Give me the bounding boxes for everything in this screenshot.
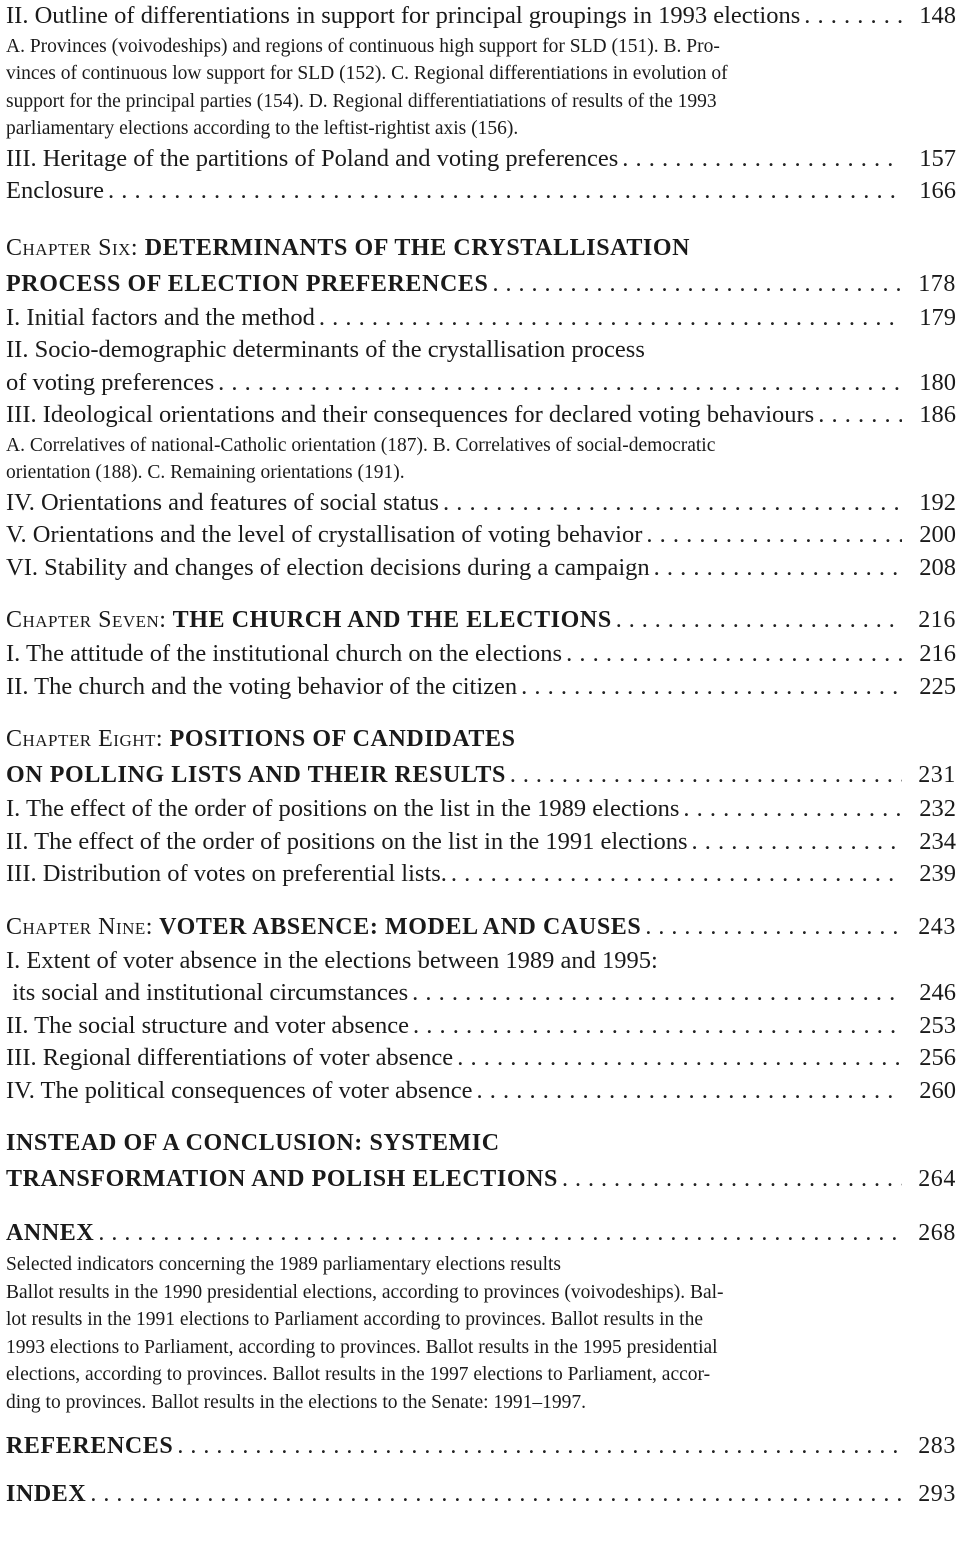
chapter-title: VOTER ABSENCE: MODEL AND CAUSES bbox=[159, 913, 642, 940]
entry-subsections bbox=[6, 432, 868, 487]
chapter-heading bbox=[6, 230, 956, 266]
subsection-line: Ballot results in the 1990 presidential elections, according to provinces (voivodeships). Bal- bbox=[6, 1281, 724, 1303]
toc-entry[interactable] bbox=[6, 1476, 956, 1512]
entry-title: II. Outline of differentiations in support for principal groupings in 1993 elections bbox=[6, 2, 801, 29]
toc-entry[interactable] bbox=[6, 1010, 956, 1043]
subsection-line: orientation (188). C. Remaining orientations (191). bbox=[6, 462, 405, 483]
chapter-title: PROCESS OF ELECTION PREFERENCES bbox=[6, 270, 489, 297]
page-number: 180 bbox=[919, 368, 956, 396]
dot-leader bbox=[622, 143, 902, 176]
entry-title: II. The church and the voting behavior of the citizen bbox=[6, 672, 518, 700]
page-number: 231 bbox=[918, 762, 956, 788]
dot-leader bbox=[108, 175, 902, 208]
dot-leader bbox=[562, 1161, 902, 1197]
page-number: 246 bbox=[919, 979, 956, 1006]
chapter-title: TRANSFORMATION AND POLISH ELECTIONS bbox=[6, 1166, 558, 1192]
page-number: 157 bbox=[919, 144, 956, 172]
chapter-label: Chapter Eight: bbox=[6, 726, 164, 752]
page-number: 243 bbox=[918, 913, 956, 940]
chapter-title: INDEX bbox=[6, 1481, 87, 1507]
chapter-title: DETERMINANTS OF THE CRYSTALLISATION bbox=[144, 234, 691, 261]
entry-title: III. Distribution of votes on preferential lists. bbox=[6, 860, 447, 887]
toc-entry[interactable] bbox=[6, 266, 956, 302]
toc-entry[interactable] bbox=[6, 977, 956, 1010]
subsection-line: vinces of continuous low support for SLD (152). C. Regional differentiations in evolution of bbox=[6, 63, 728, 84]
entry-title: V. Orientations and the level of crystallisation of voting behavior bbox=[6, 521, 643, 548]
page-number: 200 bbox=[919, 521, 956, 548]
subsection-line: A. Correlatives of national-Catholic orientation (187). B. Correlatives of social-democratic bbox=[6, 434, 716, 456]
page-number: 260 bbox=[919, 1076, 956, 1104]
page-number: 253 bbox=[919, 1011, 956, 1039]
toc-entry[interactable] bbox=[6, 175, 956, 208]
toc-entry[interactable] bbox=[6, 1042, 956, 1075]
toc-entry[interactable] bbox=[6, 826, 956, 859]
page-number: 239 bbox=[919, 860, 956, 887]
page-number: 234 bbox=[919, 827, 956, 855]
dot-leader bbox=[476, 1075, 902, 1108]
dot-leader bbox=[654, 552, 902, 585]
dot-leader bbox=[98, 1215, 902, 1251]
page-number: 179 bbox=[919, 303, 956, 331]
dot-leader bbox=[457, 1042, 902, 1075]
dot-leader bbox=[804, 0, 902, 33]
toc-entry[interactable] bbox=[6, 1428, 956, 1464]
page-number: 268 bbox=[918, 1220, 956, 1246]
dot-leader bbox=[413, 1010, 902, 1043]
chapter-title: INSTEAD OF A CONCLUSION: SYSTEMIC bbox=[6, 1130, 500, 1156]
subsection-line: parliamentary elections according to the leftist-rightist axis (156). bbox=[6, 118, 519, 139]
entry-title: IV. The political consequences of voter absence bbox=[6, 1076, 473, 1104]
entry-title: I. Initial factors and the method bbox=[6, 303, 315, 331]
chapter-label: Chapter Nine: bbox=[6, 913, 153, 940]
dot-leader bbox=[177, 1428, 902, 1464]
chapter-heading bbox=[6, 602, 612, 638]
page-number: 178 bbox=[918, 270, 956, 297]
toc-entry[interactable] bbox=[6, 638, 956, 671]
page-number: 264 bbox=[918, 1166, 956, 1192]
toc-entry[interactable] bbox=[6, 1215, 956, 1251]
dot-leader bbox=[521, 671, 902, 704]
chapter-title: ON POLLING LISTS AND THEIR RESULTS bbox=[6, 762, 506, 788]
entry-title: VI. Stability and changes of election decisions during a campaign bbox=[6, 553, 650, 581]
page-number: 208 bbox=[919, 553, 956, 581]
subsection-line: elections, according to provinces. Ballot results in the 1997 elections to Parliament, accor- bbox=[6, 1364, 711, 1385]
dot-leader bbox=[90, 1476, 902, 1512]
page-number: 192 bbox=[919, 488, 956, 516]
toc-entry[interactable] bbox=[6, 367, 956, 400]
entry-title: I. Extent of voter absence in the elections between 1989 and 1995: bbox=[6, 946, 658, 974]
page-number: 256 bbox=[919, 1044, 956, 1071]
chapter-title: THE CHURCH AND THE ELECTIONS bbox=[172, 607, 612, 633]
table-of-contents bbox=[6, 0, 956, 1512]
entry-title: I. The attitude of the institutional church on the elections bbox=[6, 640, 563, 667]
toc-entry[interactable] bbox=[6, 858, 956, 891]
page-number: 186 bbox=[919, 401, 956, 428]
chapter-label: Chapter Six: bbox=[6, 234, 139, 261]
dot-leader bbox=[818, 399, 902, 432]
dot-leader bbox=[692, 826, 902, 859]
toc-entry[interactable] bbox=[6, 1075, 956, 1108]
chapter-heading bbox=[6, 909, 641, 945]
chapter-title: POSITIONS OF CANDIDATES bbox=[169, 726, 516, 752]
page-number: 232 bbox=[919, 795, 956, 822]
dot-leader bbox=[510, 757, 902, 793]
entry-title: Enclosure bbox=[6, 177, 104, 204]
dot-leader bbox=[319, 302, 902, 335]
toc-entry[interactable] bbox=[6, 519, 956, 552]
toc-entry[interactable] bbox=[6, 1161, 956, 1197]
subsection-line: support for the principal parties (154). D. Regional differentiatiations of results of the 1993 bbox=[6, 90, 717, 112]
chapter-heading bbox=[6, 721, 956, 757]
chapter-label: Chapter Seven: bbox=[6, 607, 167, 633]
entry-subsections bbox=[6, 1251, 868, 1416]
dot-leader bbox=[218, 367, 902, 400]
page-number: 148 bbox=[919, 2, 956, 29]
dot-leader bbox=[646, 519, 902, 552]
entry-title: II. The social structure and voter absence bbox=[6, 1011, 409, 1039]
subsection-line: lot results in the 1991 elections to Parliament according to provinces. Ballot results in the bbox=[6, 1309, 703, 1330]
toc-entry[interactable] bbox=[6, 302, 956, 335]
subsection-line: ding to provinces. Ballot results in the elections to the Senate: 1991–1997. bbox=[6, 1391, 587, 1413]
dot-leader bbox=[616, 602, 902, 638]
chapter-title: ANNEX bbox=[6, 1220, 95, 1246]
toc-entry[interactable] bbox=[6, 671, 956, 704]
entry-title: IV. Orientations and features of social status bbox=[6, 488, 439, 516]
entry-title: its social and institutional circumstances bbox=[6, 979, 409, 1006]
subsection-line: Selected indicators concerning the 1989 parliamentary elections results bbox=[6, 1254, 562, 1275]
entry-title: III. Ideological orientations and their consequences for declared voting behaviours bbox=[6, 401, 815, 428]
entry-title: III. Heritage of the partitions of Poland and voting preferences bbox=[6, 144, 619, 172]
page-number: 283 bbox=[918, 1433, 956, 1459]
dot-leader bbox=[645, 909, 902, 945]
toc-entry[interactable] bbox=[6, 399, 956, 432]
entry-title: III. Regional differentiations of voter absence bbox=[6, 1044, 454, 1071]
toc-entry[interactable] bbox=[6, 487, 956, 520]
dot-leader bbox=[566, 638, 902, 671]
dot-leader bbox=[412, 977, 902, 1010]
entry-subsections bbox=[6, 33, 868, 143]
page-number: 293 bbox=[918, 1481, 956, 1507]
toc-entry[interactable] bbox=[6, 0, 956, 33]
toc-entry[interactable] bbox=[6, 793, 956, 826]
entry-title: II. The effect of the order of positions on the list in the 1991 elections bbox=[6, 827, 688, 855]
subsection-line: 1993 elections to Parliament, according to provinces. Ballot results in the 1995 presidential bbox=[6, 1336, 718, 1358]
page-number: 166 bbox=[919, 177, 956, 204]
dot-leader bbox=[492, 266, 902, 302]
dot-leader bbox=[683, 793, 902, 826]
entry-title: I. The effect of the order of positions on the list in the 1989 elections bbox=[6, 795, 680, 822]
toc-entry[interactable] bbox=[6, 602, 956, 638]
toc-entry[interactable] bbox=[6, 552, 956, 585]
page-number: 225 bbox=[919, 672, 956, 700]
page-number: 216 bbox=[918, 607, 956, 633]
chapter-title: REFERENCES bbox=[6, 1433, 174, 1459]
dot-leader bbox=[451, 858, 902, 891]
toc-entry[interactable] bbox=[6, 757, 956, 793]
page-number: 216 bbox=[919, 640, 956, 667]
entry-title: II. Socio-demographic determinants of the crystallisation process bbox=[6, 336, 645, 363]
toc-entry[interactable] bbox=[6, 143, 956, 176]
toc-entry[interactable] bbox=[6, 909, 956, 945]
subsection-line: A. Provinces (voivodeships) and regions of continuous high support for SLD (151). B. Pro- bbox=[6, 35, 720, 57]
dot-leader bbox=[443, 487, 902, 520]
entry-title: of voting preferences bbox=[6, 368, 215, 396]
